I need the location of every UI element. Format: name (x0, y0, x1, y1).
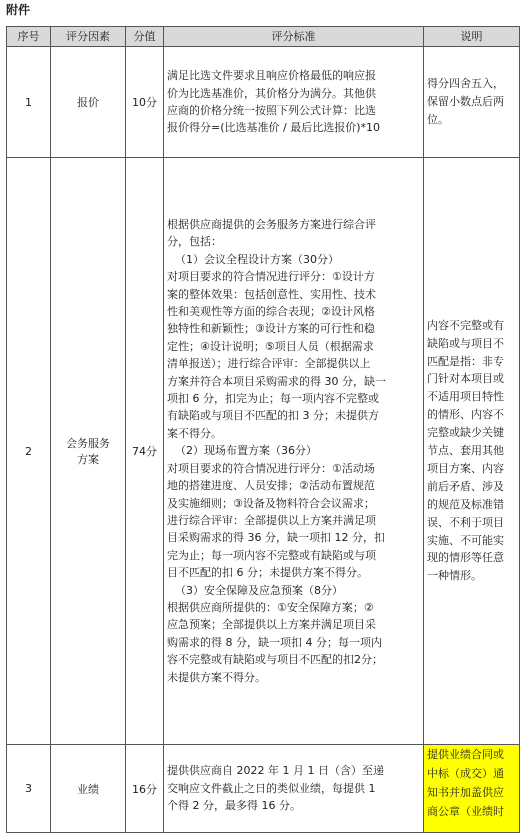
table-header-row (7, 27, 520, 47)
row-standard: 满足比选文件要求且响应价格最低的响应报 价为比选基准价，其价格分为满分。其他供 应商的价格分统一按照下列公式计算：比选 报价得分=(比选基准价 / 最后比选报价)*10 (164, 47, 424, 158)
table-row (7, 158, 520, 745)
row-score: 16分 (126, 745, 164, 833)
row-factor: 报价 (51, 47, 126, 158)
header-no: 序号 (7, 27, 51, 47)
row-factor: 会务服务 方案 (51, 158, 126, 745)
row-note-highlighted: 提供业绩合同或 中标（成交）通 知书并加盖供应 商公章（业绩时 (424, 745, 520, 833)
scoring-table (6, 26, 520, 833)
row-note: 内容不完整或有 缺陷或与项目不 匹配是指：非专 门针对本项目或 不适用项目特性 的情形、内容不 完整或缺少关键 节点、套用其他 项目方案、内容 前后矛盾、涉及 的规范及标准错 误、不利于项目 实施、不可能实 现的情形等任意 一种情形。 (424, 158, 520, 745)
header-score: 分值 (126, 27, 164, 47)
header-standard: 评分标准 (164, 27, 424, 47)
header-factor: 评分因素 (51, 27, 126, 47)
table-row (7, 745, 520, 833)
header-note: 说明 (424, 27, 520, 47)
row-score: 74分 (126, 158, 164, 745)
row-no: 1 (7, 47, 51, 158)
doc-title: 附件 (6, 3, 31, 17)
row-score: 10分 (126, 47, 164, 158)
row-standard: 根据供应商提供的会务服务方案进行综合评 分，包括： （1）会议全程设计方案（30分） 对项目要求的符合情况进行评分：①设计方 案的整体效果：包括创意性、实用性、技术 性和美观性等方面的综合表现；②设计风格 独特性和新颖性；③设计方案的可行性和稳 定性；④设计说明；⑤项目人员（根据需求 清单报送）；进行综合评审：全部提供以上 方案并符合本项目采购需求的得 30 分，缺一 项扣 6 分，扣完为止；每一项内容不完整或 有缺陷或与项目不匹配的扣 3 分；未提供方 案不得分。 （2）现场布置方案（36分） 对项目要求的符合情况进行评分：①活动场 地的搭建进度、人员安排；②活动布置规范 及实施细则；③设备及物料符合会议需求； 进行综合评审：全部提供以上方案并满足项 目采购需求的得 36 分，缺一项扣 12 分，扣 完为止；每一项内容不完整或有缺陷或与项 目不匹配的扣 6 分；未提供方案不得分。 （3）安全保障及应急预案（8分） 根据供应商所提供的：①安全保障方案；② 应急预案；全部提供以上方案并满足项目采 购需求的得 8 分，缺一项扣 4 分；每一项内 容不完整或有缺陷或与项目不匹配的扣2分； 未提供方案不得分。 (164, 158, 424, 745)
row-factor: 业绩 (51, 745, 126, 833)
row-no: 2 (7, 158, 51, 745)
row-no: 3 (7, 745, 51, 833)
row-standard: 提供供应商自 2022 年 1 月 1 日（含）至递 交响应文件截止之日的类似业绩，每提供 1 个得 2 分，最多得 16 分。 (164, 745, 424, 833)
table-row (7, 47, 520, 158)
row-note: 得分四舍五入， 保留小数点后两 位。 (424, 47, 520, 158)
